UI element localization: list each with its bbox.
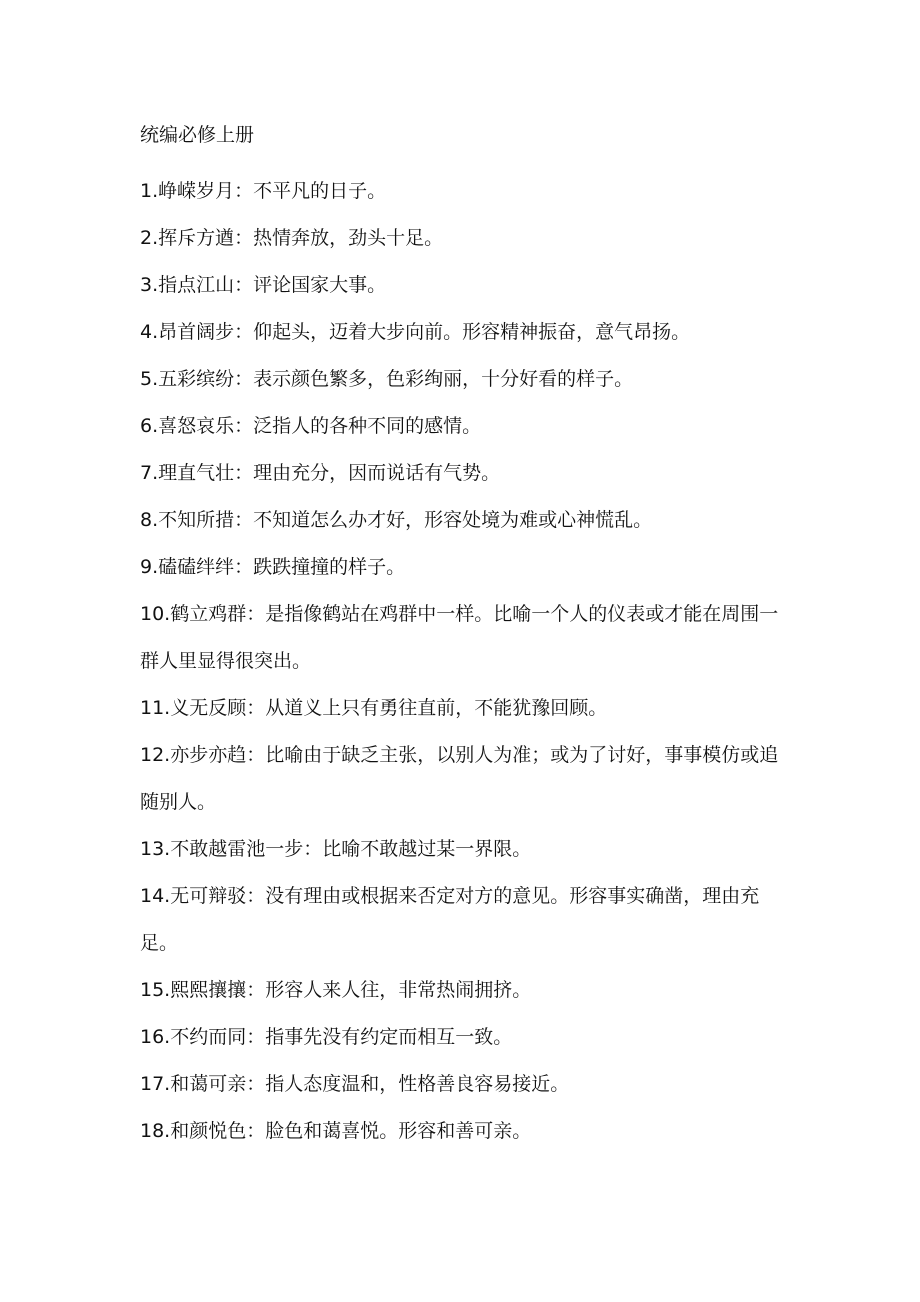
idiom-entry: 15.熙熙攘攘：形容人来人往，非常热闹拥挤。 [140, 979, 532, 1001]
idiom-entry: 11.义无反顾：从道义上只有勇往直前，不能犹豫回顾。 [140, 697, 608, 719]
idiom-entry: 1.峥嵘岁月：不平凡的日子。 [140, 180, 387, 202]
idiom-entry: 3.指点江山：评论国家大事。 [140, 274, 387, 296]
idiom-entry: 14.无可辩驳：没有理由或根据来否定对方的意见。形容事实确凿，理由充足。 [140, 885, 760, 954]
idiom-entry: 8.不知所措：不知道怎么办才好，形容处境为难或心神慌乱。 [140, 509, 653, 531]
idiom-entry: 18.和颜悦色：脸色和蔼喜悦。形容和善可亲。 [140, 1120, 532, 1142]
idiom-entry: 4.昂首阔步：仰起头，迈着大步向前。形容精神振奋，意气昂扬。 [140, 321, 691, 343]
idiom-entry: 5.五彩缤纷：表示颜色繁多，色彩绚丽，十分好看的样子。 [140, 368, 634, 390]
idiom-entry: 9.磕磕绊绊：跌跌撞撞的样子。 [140, 556, 406, 578]
idiom-list [140, 168, 780, 1155]
idiom-entry: 13.不敢越雷池一步：比喻不敢越过某一界限。 [140, 838, 532, 860]
document-title: 统编必修上册 [140, 124, 255, 146]
idiom-entry: 16.不约而同：指事先没有约定而相互一致。 [140, 1026, 513, 1048]
idiom-entry: 2.挥斥方遒：热情奔放，劲头十足。 [140, 227, 444, 249]
idiom-entry: 6.喜怒哀乐：泛指人的各种不同的感情。 [140, 415, 482, 437]
idiom-entry: 12.亦步亦趋：比喻由于缺乏主张，以别人为准；或为了讨好，事事模仿或追随别人。 [140, 744, 779, 813]
idiom-entry: 7.理直气壮：理由充分，因而说话有气势。 [140, 462, 501, 484]
idiom-entry: 17.和蔼可亲：指人态度温和，性格善良容易接近。 [140, 1073, 570, 1095]
idiom-entry: 10.鹤立鸡群：是指像鹤站在鸡群中一样。比喻一个人的仪表或才能在周围一群人里显得很突出。 [140, 603, 779, 672]
